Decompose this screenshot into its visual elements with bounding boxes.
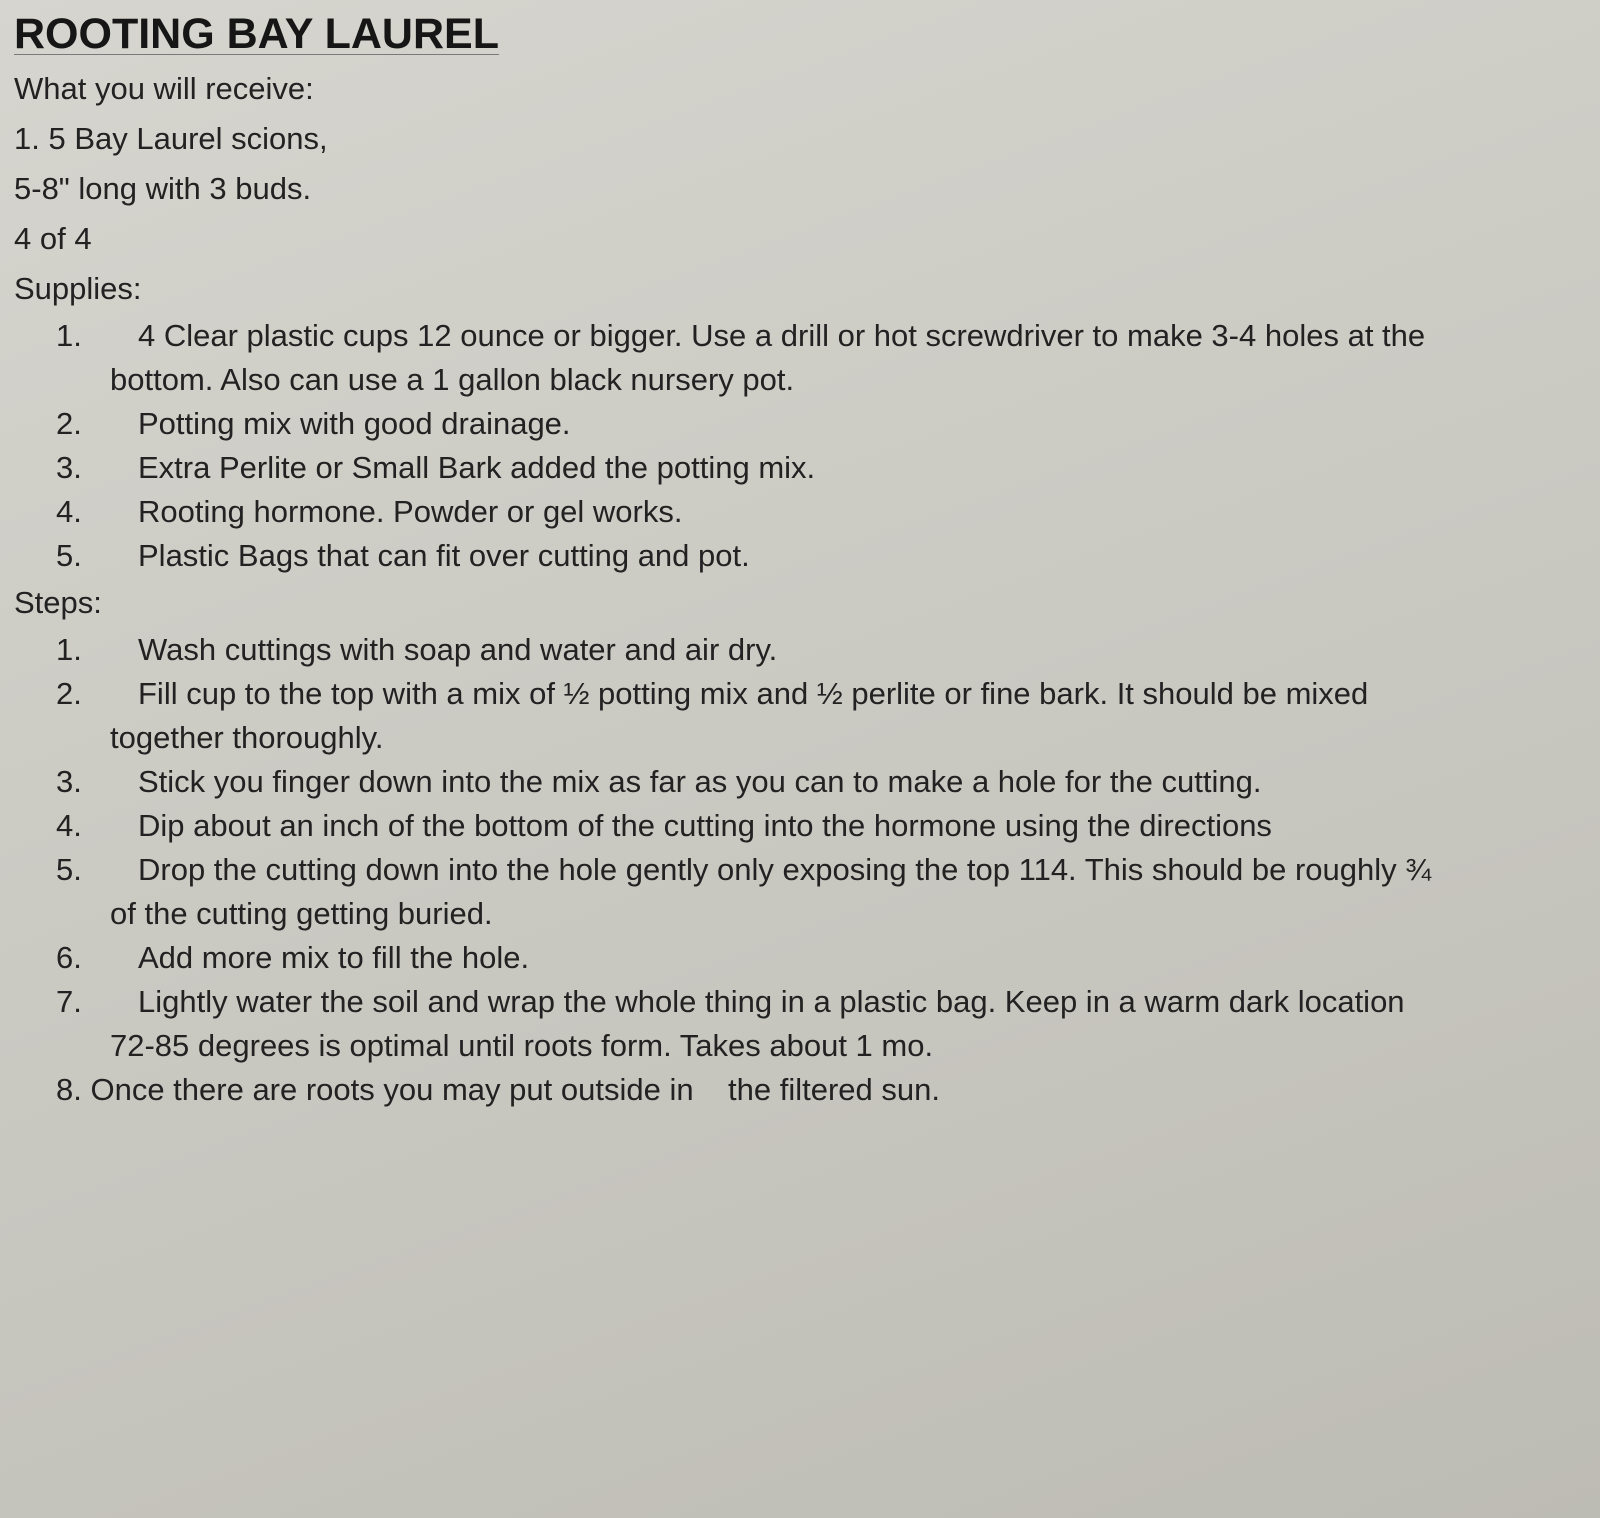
supplies-list bbox=[14, 314, 1594, 578]
receive-line-2: 5-8" long with 3 buds. bbox=[14, 171, 312, 206]
supplies-heading: Supplies: bbox=[14, 271, 142, 306]
list-item bbox=[14, 936, 1594, 980]
list-item bbox=[14, 534, 1594, 578]
document bbox=[14, 8, 1594, 1112]
item-number: 5. bbox=[56, 852, 82, 887]
list-item bbox=[14, 314, 1594, 402]
item-number: 2. bbox=[56, 676, 82, 711]
item-text-continued: of the cutting getting buried. bbox=[110, 896, 493, 931]
list-item bbox=[14, 628, 1594, 672]
item-text: Lightly water the soil and wrap the whole thing in a plastic bag. Keep in a warm dark location bbox=[138, 984, 1405, 1019]
step-8-text: 8. Once there are roots you may put outside in the filtered sun. bbox=[56, 1072, 940, 1107]
list-item bbox=[14, 804, 1594, 848]
list-item bbox=[14, 402, 1594, 446]
item-number: 2. bbox=[56, 406, 82, 441]
item-text: Wash cuttings with soap and water and air dry. bbox=[138, 632, 778, 667]
item-number: 1. bbox=[56, 632, 82, 667]
list-item bbox=[14, 446, 1594, 490]
item-number: 5. bbox=[56, 538, 82, 573]
list-item bbox=[14, 672, 1594, 760]
item-text: Extra Perlite or Small Bark added the potting mix. bbox=[138, 450, 816, 485]
list-item bbox=[14, 490, 1594, 534]
list-item bbox=[14, 980, 1594, 1068]
item-text: Plastic Bags that can fit over cutting and pot. bbox=[138, 538, 750, 573]
item-text: Potting mix with good drainage. bbox=[138, 406, 571, 441]
list-item bbox=[14, 848, 1594, 936]
item-number: 3. bbox=[56, 764, 82, 799]
item-text: Fill cup to the top with a mix of ½ potting mix and ½ perlite or fine bark. It should be mixed bbox=[138, 676, 1369, 711]
receive-line-3: 4 of 4 bbox=[14, 221, 92, 256]
steps-list bbox=[14, 628, 1594, 1068]
item-text: Rooting hormone. Powder or gel works. bbox=[138, 494, 683, 529]
list-item bbox=[14, 760, 1594, 804]
item-number: 7. bbox=[56, 984, 82, 1019]
item-number: 1. bbox=[56, 318, 82, 353]
item-number: 6. bbox=[56, 940, 82, 975]
receive-line-1: 1. 5 Bay Laurel scions, bbox=[14, 121, 328, 156]
item-text: Dip about an inch of the bottom of the cutting into the hormone using the directions bbox=[138, 808, 1272, 843]
steps-heading: Steps: bbox=[14, 585, 102, 620]
item-text: Add more mix to fill the hole. bbox=[138, 940, 530, 975]
item-number: 4. bbox=[56, 808, 82, 843]
item-text-continued: together thoroughly. bbox=[110, 720, 384, 755]
item-number: 4. bbox=[56, 494, 82, 529]
item-number: 3. bbox=[56, 450, 82, 485]
receive-label: What you will receive: bbox=[14, 71, 314, 106]
item-text: Drop the cutting down into the hole gently only exposing the top 114. This should be roughly ¾ bbox=[138, 852, 1432, 887]
item-text-continued: bottom. Also can use a 1 gallon black nursery pot. bbox=[110, 362, 795, 397]
document-title: ROOTING BAY LAUREL bbox=[14, 10, 499, 58]
item-text: 4 Clear plastic cups 12 ounce or bigger. Use a drill or hot screwdriver to make 3-4 holes at the bbox=[138, 318, 1426, 353]
item-text: Stick you finger down into the mix as far as you can to make a hole for the cutting. bbox=[138, 764, 1262, 799]
item-text-continued: 72-85 degrees is optimal until roots form. Takes about 1 mo. bbox=[110, 1028, 934, 1063]
